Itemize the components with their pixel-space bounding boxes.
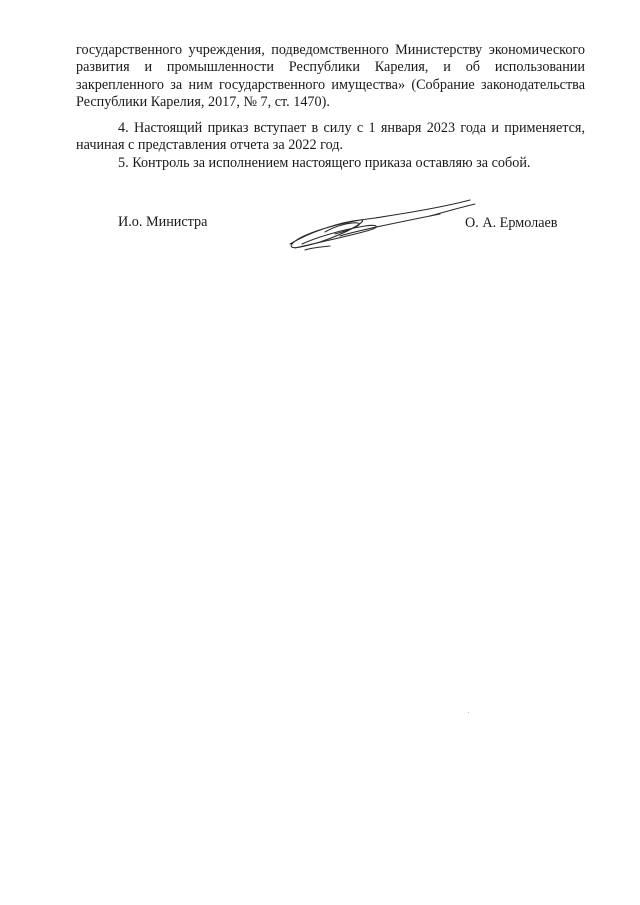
position-title: И.о. Министра	[118, 214, 208, 230]
paragraph-control: 5. Контроль за исполнением настоящего приказа оставляю за собой.	[118, 155, 531, 171]
signature-block	[0, 210, 640, 270]
paragraph-effective-date: 4. Настоящий приказ вступает в силу с 1 января 2023 года и применяется, начиная с представления отчета за 2022 год.	[76, 120, 585, 154]
scan-speck	[468, 712, 469, 713]
handwritten-signature	[280, 192, 480, 262]
paragraph-continuation: государственного учреждения, подведомственного Министерству экономического развития и промышленности Республики Карелия, и об использовании закрепленного за ним государственного имущества» (Собрание законодательства Республики Карелия, 2017, № 7, ст. 1470).	[76, 42, 585, 111]
signatory-name: О. А. Ермолаев	[465, 215, 558, 231]
